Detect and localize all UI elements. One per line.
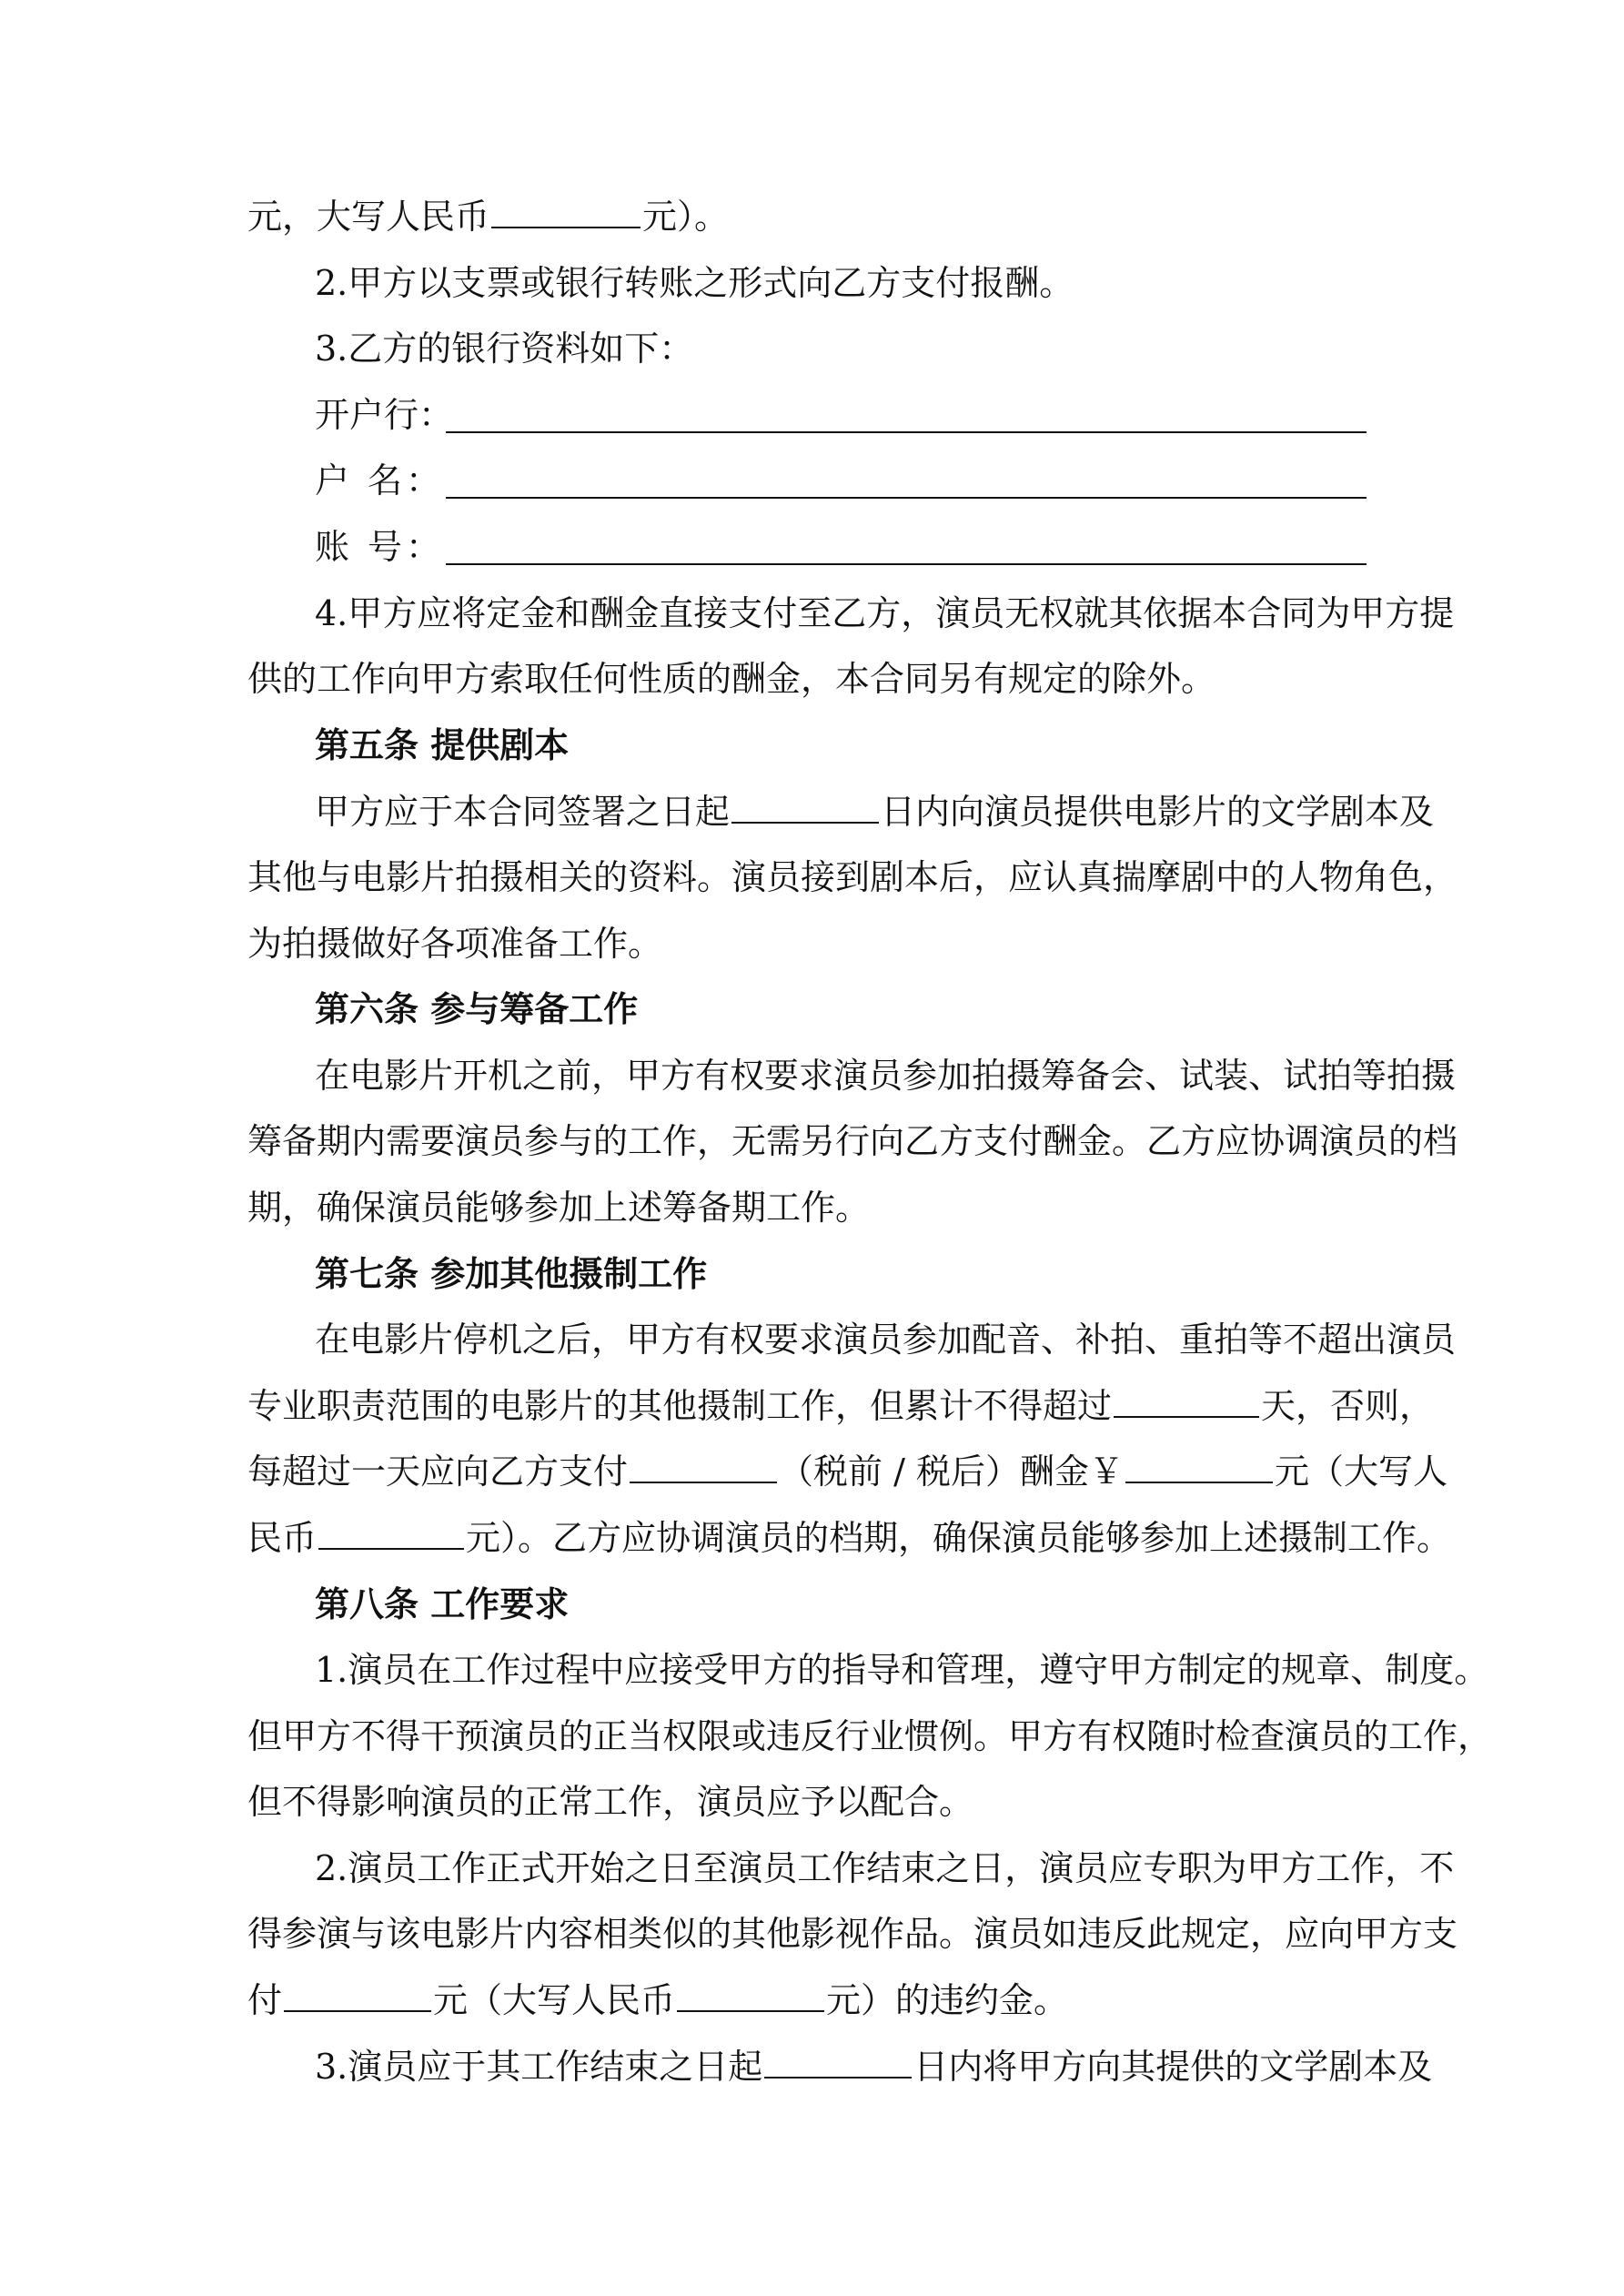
bank-rule-open (446, 431, 1367, 433)
text-line: 4.甲方应将定金和酬金直接支付至乙方，演员无权就其依据本合同为甲方提 (315, 593, 1455, 633)
section-heading: 第八条 工作要求 (315, 1583, 570, 1624)
fill-blank (731, 793, 879, 824)
text-fragment: 付 (247, 1980, 283, 2020)
text-fragment: 元）。乙方应协调演员的档期，确保演员能够参加上述摄制工作。 (466, 1518, 1452, 1558)
bank-field-open (315, 395, 454, 435)
bank-field-account (315, 527, 440, 567)
fill-blank (1114, 1387, 1259, 1418)
text-fragment: 元）。 (642, 197, 730, 237)
text-line (315, 792, 1461, 832)
fill-blank (1125, 1452, 1273, 1483)
text-fragment: 民币 (247, 1518, 318, 1558)
text-fragment: 元，大写人民币 (247, 197, 490, 237)
bank-field-name (315, 460, 440, 501)
text-line: 2.甲方以支票或银行转账之形式向乙方支付报酬。 (315, 263, 1074, 303)
text-line: 得参演与该电影片内容相类似的其他影视作品。演员如违反此规定，应向甲方支 (247, 1914, 1458, 1954)
text-line (247, 197, 1394, 237)
text-fragment: 元（大写人 (1274, 1451, 1447, 1492)
bank-rule-name (446, 497, 1367, 499)
fill-blank (677, 1981, 824, 2012)
bank-rule-account (446, 563, 1367, 565)
text-line: 期，确保演员能够参加上述筹备期工作。 (247, 1188, 871, 1228)
text-fragment: 专业职责范围的电影片的其他摄制工作，但累计不得超过 (247, 1386, 1113, 1426)
text-line (247, 1451, 1447, 1492)
text-line: 3.乙方的银行资料如下： (315, 329, 694, 369)
text-line: 筹备期内需要演员参与的工作，无需另行向乙方支付酬金。乙方应协调演员的档 (247, 1121, 1458, 1161)
text-line: 1.演员在工作过程中应接受甲方的指导和管理，遵守甲方制定的规章、制度。 (315, 1650, 1489, 1690)
text-line: 在电影片开机之前，甲方有权要求演员参加拍摄筹备会、试装、试拍等拍摄 (315, 1056, 1457, 1096)
text-line: 但不得影响演员的正常工作，演员应予以配合。 (247, 1782, 974, 1822)
section-heading: 第六条 参与筹备工作 (315, 988, 639, 1029)
text-line: 但甲方不得干预演员的正当权限或违反行业惯例。甲方有权随时检查演员的工作， (247, 1716, 1493, 1756)
section-heading: 第五条 提供剧本 (315, 724, 570, 765)
text-fragment: 甲方应于本合同签署之日起 (315, 792, 731, 832)
fill-blank (284, 1981, 431, 2012)
text-line: 其他与电影片拍摄相关的资料。演员接到剧本后，应认真揣摩剧中的人物角色， (247, 857, 1458, 897)
text-line (315, 2047, 1461, 2087)
fill-blank (491, 197, 641, 228)
text-fragment: 3.演员应于其工作结束之日起 (315, 2047, 763, 2087)
text-fragment: 每超过一天应向乙方支付 (247, 1451, 629, 1492)
text-line: 2.演员工作正式开始之日至演员工作结束之日，演员应专职为甲方工作，不 (315, 1848, 1455, 1888)
text-fragment: 日内将甲方向其提供的文学剧本及 (913, 2047, 1433, 2087)
fill-blank (318, 1519, 464, 1550)
section-heading: 第七条 参加其他摄制工作 (315, 1253, 708, 1294)
text-line (247, 1518, 1452, 1558)
text-fragment: 元）的违约金。 (826, 1980, 1069, 2020)
text-line (247, 1386, 1435, 1426)
text-fragment: 元（大写人民币 (433, 1980, 676, 2020)
fill-blank (630, 1452, 777, 1483)
bank-label-open: 开户行： (315, 395, 454, 435)
text-line: 为拍摄做好各项准备工作。 (247, 924, 663, 964)
bank-label-account: 账 号： (315, 527, 440, 567)
text-fragment: 日内向演员提供电影片的文学剧本及 (881, 792, 1435, 832)
text-line: 供的工作向甲方索取任何性质的酬金，本合同另有规定的除外。 (247, 659, 1216, 699)
bank-label-name: 户 名： (315, 460, 440, 501)
fill-blank (764, 2048, 912, 2079)
text-fragment: （税前 / 税后）酬金￥ (779, 1451, 1124, 1492)
text-line: 在电影片停机之后，甲方有权要求演员参加配音、补拍、重拍等不超出演员 (315, 1320, 1457, 1360)
text-fragment: 天，否则， (1261, 1386, 1435, 1426)
text-line (247, 1980, 1394, 2020)
